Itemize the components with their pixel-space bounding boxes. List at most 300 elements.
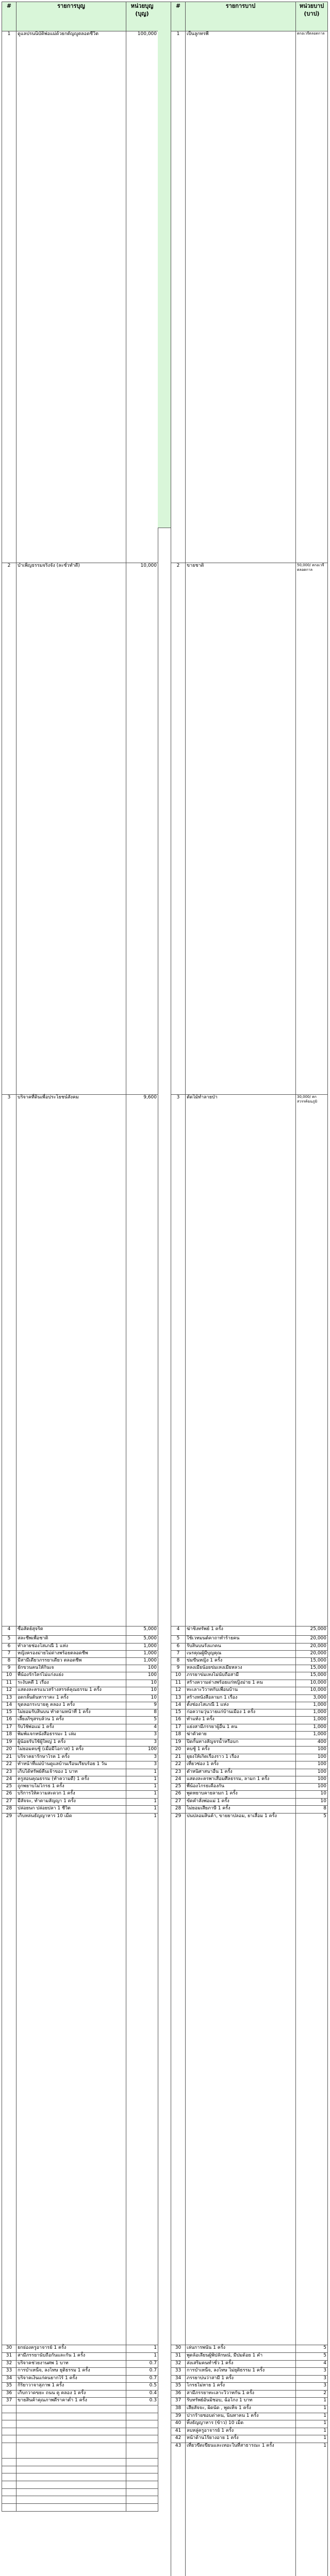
merit-row-number: 30 bbox=[2, 2345, 16, 2353]
merit-blank-row bbox=[2, 2428, 158, 2435]
sin-row-number: 3 bbox=[171, 1095, 186, 1626]
merit-header-item: รายการบุญ bbox=[16, 2, 126, 31]
sin-row-number: 13 bbox=[171, 1695, 186, 1702]
merit-row-item: บริการให้ความสะดวก 1 ครั้ง bbox=[16, 1791, 126, 1799]
merit-blank-row bbox=[2, 2481, 158, 2489]
sin-row-value: 4 bbox=[296, 2361, 328, 2368]
sin-row-number: 17 bbox=[171, 1724, 186, 1732]
sin-row-item: ก่อความวุ่นวายแก่บ้านเมือง 1 ครั้ง bbox=[186, 1709, 296, 1717]
sin-row-value: 10,000 bbox=[296, 1680, 328, 1687]
sin-row-value: 1,000 bbox=[296, 1724, 328, 1732]
merit-blank-cell bbox=[16, 2443, 126, 2459]
merit-blank-row bbox=[2, 2466, 158, 2473]
merit-row bbox=[2, 1626, 158, 1636]
sin-row-number: 21 bbox=[171, 1754, 186, 1761]
sin-row-number: 1 bbox=[171, 31, 186, 563]
sin-row-number: 35 bbox=[171, 2383, 186, 2391]
merit-row-number: 4 bbox=[2, 1626, 16, 1636]
merit-blank-cell bbox=[126, 2466, 158, 2473]
sin-row-item: ตัดไม้ทำลายป่า bbox=[186, 1095, 296, 1626]
merit-row-number: 13 bbox=[2, 1695, 16, 1702]
merit-row-value: 3 bbox=[126, 1754, 158, 1761]
merit-row bbox=[2, 1709, 158, 1717]
sin-row-item: ภรรยาข่มเหงไม่นับถือสามี bbox=[186, 1672, 296, 1680]
sin-row bbox=[171, 1776, 328, 1784]
merit-row-item: บริจาคที่ดินเพื่อประโยชน์สังคม bbox=[16, 1095, 126, 1626]
sin-row-value: 25,000 bbox=[296, 1626, 328, 1636]
sin-row bbox=[171, 1095, 328, 1626]
merit-table-body bbox=[2, 31, 158, 2512]
sin-row-item: ปนปลอมสินค้า, ขายยาปลอม, ยาเสื่อม 1 ครั้ง bbox=[186, 1814, 296, 2345]
merit-row-number: 16 bbox=[2, 1717, 16, 1724]
merit-row-item: เก็บหล่นธัญญาหาร 10 เม็ด bbox=[16, 1814, 126, 2345]
sin-row bbox=[171, 1747, 328, 1754]
merit-blank-cell bbox=[16, 2435, 126, 2443]
sin-row-value: 10,000 bbox=[296, 1687, 328, 1695]
sin-row-number: 27 bbox=[171, 1799, 186, 1806]
sin-row-item: หลงเมียน้อยข่มเหงเมียหลวง bbox=[186, 1665, 296, 1672]
merit-row-item: ขุดลอกระบายคู คลอง 1 ครั้ง bbox=[16, 1702, 126, 1709]
merit-row-number: 14 bbox=[2, 1702, 16, 1709]
merit-blank-cell bbox=[126, 2496, 158, 2504]
sin-row-value: 1 bbox=[296, 2405, 328, 2413]
sin-row-item: สร้างความด่างพร้อยแก่หญิงม่าย 1 คน bbox=[186, 1680, 296, 1687]
merit-blank-cell bbox=[2, 2459, 16, 2466]
merit-row-item: หญิงครองม่ายไม่ด่างพร้อยตลอดชีพ bbox=[16, 1651, 126, 1658]
merit-row-value: 0.4 bbox=[126, 2391, 158, 2398]
sin-row-number: 4 bbox=[171, 1626, 186, 1636]
sin-row bbox=[171, 1799, 328, 1806]
sin-row-item: เที่ยวขีดเขียนและเทอะในที่สาธารณะ 1 ครั้ง bbox=[186, 2443, 296, 2576]
merit-row-value: 3 bbox=[126, 1732, 158, 1739]
sin-row bbox=[171, 1709, 328, 1717]
sin-row bbox=[171, 2420, 328, 2428]
sin-row bbox=[171, 1702, 328, 1709]
merit-header-row bbox=[2, 2, 158, 31]
sin-row-number: 34 bbox=[171, 2376, 186, 2383]
sin-row-item: เที่ยวซ่อง 1 ครั้ง bbox=[186, 1761, 296, 1769]
merit-row-value: 9,600 bbox=[126, 1095, 158, 1626]
sin-row-number: 26 bbox=[171, 1791, 186, 1799]
merit-row-item: ถูกพยาบไม่โกรธ 1 ครั้ง bbox=[16, 1784, 126, 1791]
merit-row-item: ทำหน้าที่แม่บ้านดูแลบ้านเรือนเรียบร้อย 1 วัน bbox=[16, 1761, 126, 1769]
sin-row-value: 100 bbox=[296, 1761, 328, 1769]
merit-row-value: 1,000 bbox=[126, 1658, 158, 1665]
merit-blank-cell bbox=[126, 2405, 158, 2413]
merit-row-item: เก็บได้ทรัพย์คืนเจ้าของ 1 บาท bbox=[16, 1769, 126, 1776]
sin-row-value: 3,000 bbox=[296, 1695, 328, 1702]
merit-blank-cell bbox=[16, 2466, 126, 2473]
merit-row-number: 6 bbox=[2, 1643, 16, 1651]
sin-row bbox=[171, 2398, 328, 2405]
merit-blank-cell bbox=[126, 2489, 158, 2496]
sin-row bbox=[171, 2368, 328, 2376]
sin-row-value: 5 bbox=[296, 1814, 328, 2345]
sin-row-value: 100 bbox=[296, 1769, 328, 1776]
sin-row-item: เป็นลูกทรพี bbox=[186, 31, 296, 563]
sin-row bbox=[171, 1672, 328, 1680]
sin-row-number: 39 bbox=[171, 2413, 186, 2420]
merit-row-item: บริจาคเงินแก่คนยากไร้ 1 ครั้ง bbox=[16, 2376, 126, 2383]
merit-row-value: 0.7 bbox=[126, 2368, 158, 2376]
merit-row-item: พิมพ์แจกหนังสือธรรมะ 1 เล่ม bbox=[16, 1732, 126, 1739]
sin-row-value: 400 bbox=[296, 1739, 328, 1747]
merit-row-value: 1 bbox=[126, 2345, 158, 2353]
merit-row bbox=[2, 1776, 158, 1784]
sin-row-value: 30,000/ ตกสวรรค์ฉนภูมิ bbox=[296, 1095, 328, 1626]
merit-row-number: 37 bbox=[2, 2398, 16, 2405]
merit-blank-cell bbox=[2, 2496, 16, 2504]
merit-row-item: ไม่ยอมคบชู้ (เมื่อมีโอกาส) 1 ครั้ง bbox=[16, 1747, 126, 1754]
sin-row-item: คบชู้ 1 ครั้ง bbox=[186, 1747, 296, 1754]
merit-row-number: 19 bbox=[2, 1739, 16, 1747]
sin-row-number: 41 bbox=[171, 2428, 186, 2435]
sin-row-value: 1,000 bbox=[296, 1709, 328, 1717]
sin-row-number: 43 bbox=[171, 2443, 186, 2576]
merit-row bbox=[2, 1724, 158, 1732]
sin-row bbox=[171, 1724, 328, 1732]
sin-row-number: 12 bbox=[171, 1687, 186, 1695]
sin-row-value: 1 bbox=[296, 2413, 328, 2420]
merit-row bbox=[2, 1814, 158, 2345]
sin-row-value: 15,000 bbox=[296, 1672, 328, 1680]
merit-row-number: 17 bbox=[2, 1724, 16, 1732]
merit-blank-row bbox=[2, 2405, 158, 2413]
merit-row-value: 100 bbox=[126, 1665, 158, 1672]
sin-row-item: เนรคุณผู้มีบุญคุณ bbox=[186, 1651, 296, 1658]
merit-row-item: ปล่อยนก ปล่อยปลา 1 ชีวิต bbox=[16, 1806, 126, 1814]
merit-row-value: 5 bbox=[126, 1717, 158, 1724]
merit-row-value: 9 bbox=[126, 1702, 158, 1709]
sin-row-value: 100 bbox=[296, 1754, 328, 1761]
sin-row-number: 23 bbox=[171, 1769, 186, 1776]
merit-row-item: สละชีพเพื่อชาติ bbox=[16, 1636, 126, 1643]
merit-table-panel bbox=[2, 2, 158, 2512]
merit-table bbox=[2, 2, 158, 2512]
merit-row-value: 1 bbox=[126, 2353, 158, 2361]
merit-row-number: 23 bbox=[2, 1769, 16, 1776]
merit-row-number: 29 bbox=[2, 1814, 16, 2345]
sin-row-number: 16 bbox=[171, 1717, 186, 1724]
merit-row bbox=[2, 1636, 158, 1643]
sin-row-item: ข่มขืนหญิง 1 ครั้ง bbox=[186, 1658, 296, 1665]
sin-row-number: 22 bbox=[171, 1761, 186, 1769]
merit-blank-cell bbox=[16, 2413, 126, 2420]
merit-row-item: ซื่อสัตย์สุจริต bbox=[16, 1626, 126, 1636]
sin-row bbox=[171, 1636, 328, 1643]
sin-row-value: 100 bbox=[296, 1784, 328, 1791]
merit-row-value: 1 bbox=[126, 1776, 158, 1784]
merit-blank-cell bbox=[2, 2428, 16, 2435]
sin-row bbox=[171, 1754, 328, 1761]
sin-row bbox=[171, 1665, 328, 1672]
merit-row bbox=[2, 1702, 158, 1709]
merit-blank-cell bbox=[2, 2435, 16, 2443]
sin-row-item: เสียสัจจะ, ผิดนัด , พูดเท็จ 1 ครั้ง bbox=[186, 2405, 296, 2413]
sin-row-item: โกรธไม่หาย 1 ครั้ง bbox=[186, 2383, 296, 2391]
merit-row-number: 1 bbox=[2, 31, 16, 563]
merit-row-value: 8 bbox=[126, 1709, 158, 1717]
sin-row-item: ยุยงให้เกิดเรื่องราว 1 เรื่อง bbox=[186, 1754, 296, 1761]
sin-row-value: 5 bbox=[296, 2345, 328, 2353]
merit-row-item: เลี้ยงภิขุสรบล้วน 1 ครั้ง bbox=[16, 1717, 126, 1724]
merit-row-number: 36 bbox=[2, 2391, 16, 2398]
merit-blank-cell bbox=[16, 2420, 126, 2428]
merit-row-item: แสดงละครแนวสร้างสรรค์คุณธรรม 1 ครั้ง bbox=[16, 1687, 126, 1695]
merit-row-value: 5,000 bbox=[126, 1636, 158, 1643]
merit-row-number: 24 bbox=[2, 1776, 16, 1784]
merit-row-value: 1 bbox=[126, 1814, 158, 2345]
sin-row-item: ปิดกั้นทางสัญจรน้ำหรือบก bbox=[186, 1739, 296, 1747]
merit-row-value: 4 bbox=[126, 1724, 158, 1732]
sin-row bbox=[171, 1643, 328, 1651]
sin-row-item: ไม่ยอมเสียภาษี 1 ครั้ง bbox=[186, 1806, 296, 1814]
sin-row-value: 3 bbox=[296, 2376, 328, 2383]
merit-blank-cell bbox=[126, 2473, 158, 2481]
merit-blank-cell bbox=[16, 2496, 126, 2504]
merit-row-number: 31 bbox=[2, 2353, 16, 2361]
merit-row-item: ยกย่องครูอาจารย์ 1 ครั้ง bbox=[16, 2345, 126, 2353]
merit-blank-cell bbox=[2, 2466, 16, 2473]
merit-row bbox=[2, 1754, 158, 1761]
sin-row bbox=[171, 563, 328, 1095]
merit-row-value: 0.5 bbox=[126, 2383, 158, 2391]
merit-row bbox=[2, 1672, 158, 1680]
sin-row-number: 37 bbox=[171, 2398, 186, 2405]
sin-row-value: 100 bbox=[296, 1776, 328, 1784]
merit-row-value: 100,000 bbox=[126, 31, 158, 563]
sin-row-item: ทะเลาะวิวาทกับเพื่อนบ้าน bbox=[186, 1687, 296, 1695]
sin-row-number: 15 bbox=[171, 1709, 186, 1717]
merit-row-number: 11 bbox=[2, 1680, 16, 1687]
merit-row-item: กิริยาวาจาสุภาพ 1 ครั้ง bbox=[16, 2383, 126, 2391]
sin-row-number: 31 bbox=[171, 2353, 186, 2361]
merit-row-value: 1 bbox=[126, 1806, 158, 1814]
sin-row bbox=[171, 2361, 328, 2368]
merit-row bbox=[2, 1769, 158, 1776]
sin-row-value: 15,000 bbox=[296, 1665, 328, 1672]
merit-row bbox=[2, 2383, 158, 2391]
merit-row bbox=[2, 1665, 158, 1672]
sin-row bbox=[171, 1626, 328, 1636]
sin-row-item: หน้าด้านไร้ยางอาย 1 ครั้ง bbox=[186, 2435, 296, 2443]
sin-row bbox=[171, 2345, 328, 2353]
merit-row-number: 2 bbox=[2, 563, 16, 1095]
merit-row-value: 100 bbox=[126, 1747, 158, 1754]
sin-row bbox=[171, 31, 328, 563]
merit-blank-row bbox=[2, 2435, 158, 2443]
sin-row-number: 11 bbox=[171, 1680, 186, 1687]
sin-row-value: 10 bbox=[296, 1799, 328, 1806]
merit-row-item: บริจาคช่วยงานศพ 1 บาท bbox=[16, 2361, 126, 2368]
sin-row-value: 5 bbox=[296, 2353, 328, 2361]
sin-row-number: 9 bbox=[171, 1665, 186, 1672]
sin-row-value: 1,000 bbox=[296, 1717, 328, 1724]
sin-row-item: ปากร้ายชอบด่าคน, นินทาคน 1 ครั้ง bbox=[186, 2413, 296, 2420]
sin-row-value: 3 bbox=[296, 2368, 328, 2376]
merit-row-value: 1,000 bbox=[126, 1651, 158, 1658]
merit-blank-cell bbox=[126, 2428, 158, 2435]
merit-row-number: 21 bbox=[2, 1754, 16, 1761]
sin-row-number: 36 bbox=[171, 2391, 186, 2398]
merit-row-item: ยักขวนคนให้กินเจ bbox=[16, 1665, 126, 1672]
merit-row bbox=[2, 2368, 158, 2376]
merit-blank-cell bbox=[126, 2481, 158, 2489]
sin-row-value: 3 bbox=[296, 2383, 328, 2391]
merit-row bbox=[2, 1791, 158, 1799]
merit-row-number: 9 bbox=[2, 1665, 16, 1672]
merit-blank-cell bbox=[16, 2428, 126, 2435]
merit-row bbox=[2, 1747, 158, 1754]
merit-row-value: 0.7 bbox=[126, 2361, 158, 2368]
merit-row bbox=[2, 2398, 158, 2405]
merit-row-value: 1 bbox=[126, 1799, 158, 1806]
merit-row bbox=[2, 1739, 158, 1747]
sin-row-item: เล่นการพนัน 1 ครั้ง bbox=[186, 2345, 296, 2353]
merit-row-number: 15 bbox=[2, 1709, 16, 1717]
sin-row-item: ขายชาติ bbox=[186, 563, 296, 1095]
sin-row-item: ใช้เวทมนต์คาถาทำร้ายคน bbox=[186, 1636, 296, 1643]
merit-blank-row bbox=[2, 2413, 158, 2420]
sin-row-value: 1 bbox=[296, 2443, 328, 2576]
merit-row-value: 0.3 bbox=[126, 2398, 158, 2405]
sin-row bbox=[171, 1791, 328, 1799]
merit-row bbox=[2, 1095, 158, 1626]
sin-row bbox=[171, 2353, 328, 2361]
sin-row-item: ทำแท้ง 1 ครั้ง bbox=[186, 1717, 296, 1724]
sin-row bbox=[171, 2391, 328, 2398]
merit-row-number: 10 bbox=[2, 1672, 16, 1680]
sin-row bbox=[171, 1687, 328, 1695]
sin-row-value: 1 bbox=[296, 2435, 328, 2443]
merit-blank-row bbox=[2, 2496, 158, 2504]
merit-row-value: 3 bbox=[126, 1761, 158, 1769]
merit-blank-cell bbox=[2, 2473, 16, 2481]
merit-blank-row bbox=[2, 2459, 158, 2466]
merit-row bbox=[2, 1643, 158, 1651]
sin-row bbox=[171, 1680, 328, 1687]
sin-row bbox=[171, 1739, 328, 1747]
merit-blank-row bbox=[2, 2489, 158, 2496]
sin-row bbox=[171, 2383, 328, 2391]
merit-blank-cell bbox=[2, 2489, 16, 2496]
merit-blank-cell bbox=[126, 2420, 158, 2428]
sin-row-item: ภรรยาบ่นว่าสามี 1 ครั้ง bbox=[186, 2376, 296, 2383]
merit-row-value: 1 bbox=[126, 1784, 158, 1791]
sin-row-number: 10 bbox=[171, 1672, 186, 1680]
sin-row-number: 42 bbox=[171, 2435, 186, 2443]
sin-row-value: 20,000 bbox=[296, 1636, 328, 1643]
merit-row-value: 1 bbox=[126, 1791, 158, 1799]
merit-row bbox=[2, 1651, 158, 1658]
merit-row-number: 34 bbox=[2, 2376, 16, 2383]
sin-row-item: แสดงละครพาเสื่อมศีลธรรม, ลามก 1 ครั้ง bbox=[186, 1776, 296, 1784]
sin-table bbox=[171, 2, 328, 2576]
sin-row-item: ฆ่าชิงทรัพย์ 1 ครั้ง bbox=[186, 1626, 296, 1636]
sin-row-value: 50,000/ ตกอเวจีตลอดกาล bbox=[296, 563, 328, 1095]
merit-row bbox=[2, 2345, 158, 2353]
sin-row-number: 28 bbox=[171, 1806, 186, 1814]
sin-row-value: 10 bbox=[296, 1791, 328, 1799]
sin-row-item: ส่งเสริมคนทำชั่ว 1 ครั้ง bbox=[186, 2361, 296, 2368]
merit-blank-cell bbox=[126, 2443, 158, 2459]
merit-blank-row bbox=[2, 2504, 158, 2512]
sin-row bbox=[171, 1784, 328, 1791]
sin-header-num: # bbox=[171, 2, 186, 31]
merit-blank-cell bbox=[126, 2459, 158, 2466]
sin-row bbox=[171, 1769, 328, 1776]
merit-row-number: 22 bbox=[2, 1761, 16, 1769]
merit-blank-cell bbox=[126, 2504, 158, 2512]
sin-row-item: สร้างหนังสือลามก 1 เรื่อง bbox=[186, 1695, 296, 1702]
sin-row-number: 6 bbox=[171, 1643, 186, 1651]
sin-row-item: การบำเหน็จ, ลงโทษ ไม่ยุติธรรม 1 ครั้ง bbox=[186, 2368, 296, 2376]
merit-row-number: 26 bbox=[2, 1791, 16, 1799]
sin-row-number: 29 bbox=[171, 1814, 186, 2345]
sin-header-unit: หน่วยบาป (บาป) bbox=[296, 2, 328, 31]
merit-row-number: 7 bbox=[2, 1651, 16, 1658]
merit-blank-cell bbox=[16, 2473, 126, 2481]
sin-header-row bbox=[171, 2, 328, 31]
sin-row-number: 25 bbox=[171, 1784, 186, 1791]
merit-row-number: 3 bbox=[2, 1095, 16, 1626]
sin-row-item: ตำหนิศาสนาอื่น 1 ครั้ง bbox=[186, 1769, 296, 1776]
sin-row-number: 24 bbox=[171, 1776, 186, 1784]
sin-row-item: ขัดคำสั่งพ่อแม่ 1 ครั้ง bbox=[186, 1799, 296, 1806]
merit-row-item: ทำลายช่องโสเภณี 1 แห่ง bbox=[16, 1643, 126, 1651]
sin-row bbox=[171, 1695, 328, 1702]
merit-row-number: 12 bbox=[2, 1687, 16, 1695]
sin-row bbox=[171, 2435, 328, 2443]
merit-row-value: 10,000 bbox=[126, 563, 158, 1095]
sin-row-item: รับสินบนรังแกคน bbox=[186, 1643, 296, 1651]
sin-row-item: ตั้งช่องโสเภณี 1 แห่ง bbox=[186, 1702, 296, 1709]
merit-blank-cell bbox=[2, 2443, 16, 2459]
merit-row bbox=[2, 563, 158, 1095]
sin-row-value: 20,000 bbox=[296, 1643, 328, 1651]
merit-header-unit: หน่วยบุญ (บุญ) bbox=[126, 2, 158, 31]
merit-row bbox=[2, 1784, 158, 1791]
merit-blank-cell bbox=[16, 2489, 126, 2496]
merit-row bbox=[2, 1687, 158, 1695]
sin-row bbox=[171, 1732, 328, 1739]
merit-row-item: พี่น้องรักใคร่ไม่แก่งแย่ง bbox=[16, 1672, 126, 1680]
sin-row-number: 18 bbox=[171, 1732, 186, 1739]
sin-row-number: 30 bbox=[171, 2345, 186, 2353]
merit-row bbox=[2, 2376, 158, 2383]
merit-row-item: มีสัจจะ, ทำตามสัญญา 1 ครั้ง bbox=[16, 1799, 126, 1806]
merit-row bbox=[2, 1806, 158, 1814]
merit-row-value: 5,000 bbox=[126, 1626, 158, 1636]
sin-row-number: 19 bbox=[171, 1739, 186, 1747]
sin-row-value: 1 bbox=[296, 2428, 328, 2435]
merit-row-item: ผู้น้อยรับใช้ผู้ใหญ่ 1 ครั้ง bbox=[16, 1739, 126, 1747]
sin-row bbox=[171, 1806, 328, 1814]
merit-row bbox=[2, 1717, 158, 1724]
sin-table-panel bbox=[171, 2, 327, 2576]
merit-blank-row bbox=[2, 2420, 158, 2428]
merit-row-item: ไม่ยอมรับสินบน ทำตามหน้าที่ 1 ครั้ง bbox=[16, 1709, 126, 1717]
merit-blank-cell bbox=[2, 2405, 16, 2413]
merit-blank-cell bbox=[2, 2413, 16, 2420]
merit-row bbox=[2, 1658, 158, 1665]
sin-row-item: พี่น้องโกรธเคืองกัน bbox=[186, 1784, 296, 1791]
merit-row bbox=[2, 1680, 158, 1687]
merit-blank-cell bbox=[126, 2413, 158, 2420]
merit-row-item: การบำเหน็จ, ลงโทษ ยุติธรรม 1 ครั้ง bbox=[16, 2368, 126, 2376]
merit-row bbox=[2, 1799, 158, 1806]
merit-row bbox=[2, 2391, 158, 2398]
